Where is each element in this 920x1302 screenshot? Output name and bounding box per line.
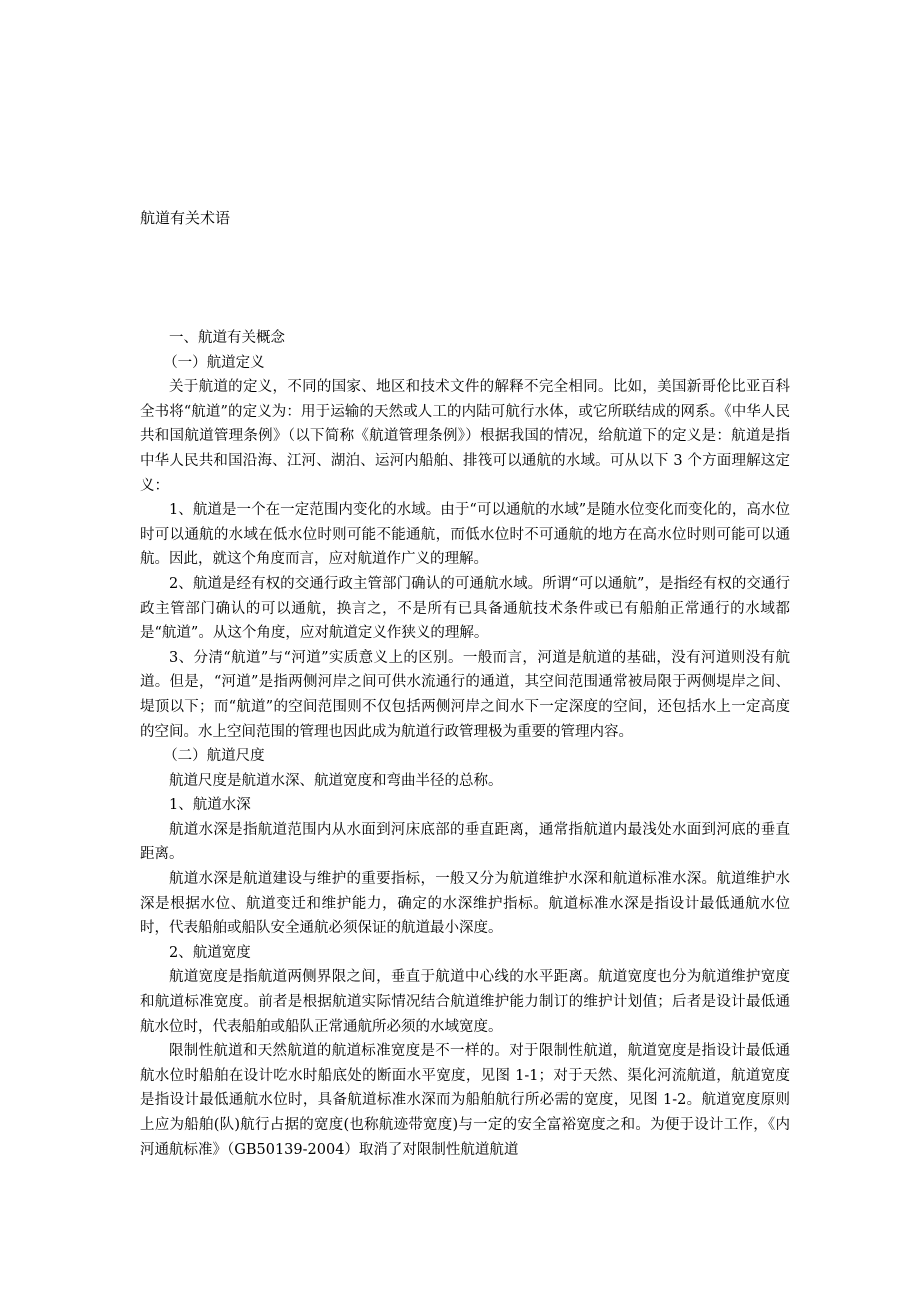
paragraph: 限制性航道和天然航道的航道标准宽度是不一样的。对于限制性航道，航道宽度是指设计最低通航水位时船舶在设计吃水时船底处的断面水平宽度，见图 1-1；对于天然、渠化河流航道，航道宽度是指设计最低通航水位时，具备航道标准水深而为船舶航行所必需的宽度，见图 1-2。航道宽度原则上应为船舶(队)航行占据的宽度(也称航迹带宽度)与一定的安全富裕宽度之和。为便于设计工作，《内河通航标准》（GB50139-2004）取消了对限制性航道航道 bbox=[140, 1043, 790, 1158]
paragraph: 航道尺度是航道水深、航道宽度和弯曲半径的总称。 bbox=[169, 772, 503, 789]
paragraph: 航道宽度是指航道两侧界限之间，垂直于航道中心线的水平距离。航道宽度也分为航道维护宽度和航道标准宽度。前者是根据航道实际情况结合航道维护能力制订的维护计划值；后者是设计最低通航水位时，代表船舶或船队正常通航所必须的水域宽度。 bbox=[140, 969, 790, 1035]
paragraph: 航道水深是指航道范围内从水面到河床底部的垂直距离，通常指航道内最浅处水面到河底的垂直距离。 bbox=[140, 821, 790, 863]
item-heading: 2、航道宽度 bbox=[169, 944, 251, 961]
paragraph: 关于航道的定义，不同的国家、地区和技术文件的解释不完全相同。比如，美国新哥伦比亚百科全书将“航道”的定义为：用于运输的天然或人工的内陆可航行水体，或它所联结成的网系。《中华人民共和国航道管理条例》（以下简称《航道管理条例》）根据我国的情况，给航道下的定义是：航道是指中华人民共和国沿海、江河、湖泊、运河内船舶、排筏可以通航的水域。可从以下 3 个方面理解这定义： bbox=[140, 379, 790, 494]
paragraph: 航道水深是航道建设与维护的重要指标，一般又分为航道维护水深和航道标准水深。航道维护水深是根据水位、航道变迁和维护能力，确定的水深维护指标。航道标准水深是指设计最低通航水位时，代表船舶或船队安全通航必须保证的航道最小深度。 bbox=[140, 871, 790, 937]
item-heading: 1、航道水深 bbox=[169, 797, 251, 814]
paragraph: 1、航道是一个在一定范围内变化的水域。由于“可以通航的水域”是随水位变化而变化的，高水位时可以通航的水域在低水位时则可能不能通航，而低水位时不可通航的地方在高水位时则可能可以通航。因此，就这个角度而言，应对航道作广义的理解。 bbox=[140, 502, 790, 568]
paragraph: 2、航道是经有权的交通行政主管部门确认的可通航水域。所谓“可以通航”，是指经有权的交通行政主管部门确认的可以通航，换言之，不是所有已具备通航技术条件或已有船舶正常通行的水域都是“航道”。从这个角度，应对航道定义作狭义的理解。 bbox=[140, 575, 790, 642]
document-title: 航道有关术语 bbox=[140, 209, 231, 227]
document-body bbox=[140, 326, 790, 1162]
subsection-heading: （一）航道定义 bbox=[163, 354, 265, 371]
paragraph: 3、分清“航道”与“河道”实质意义上的区别。一般而言，河道是航道的基础，没有河道则没有航道。但是，“河道”是指两侧河岸之间可供水流通行的通道，其空间范围通常被局限于两侧堤岸之间、堤顶以下；而“航道”的空间范围则不仅包括两侧河岸之间水下一定深度的空间，还包括水上一定高度的空间。水上空间范围的管理也因此成为航道行政管理极为重要的管理内容。 bbox=[140, 649, 790, 740]
subsection-heading: （二）航道尺度 bbox=[163, 748, 265, 765]
section-heading: 一、航道有关概念 bbox=[169, 330, 285, 346]
